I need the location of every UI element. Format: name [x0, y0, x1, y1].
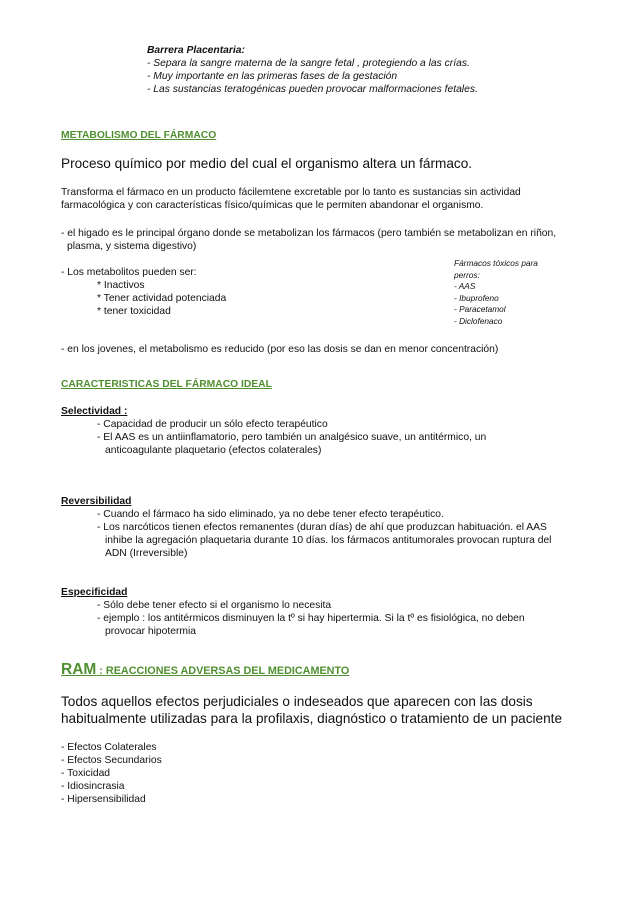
para-line: Transforma el fármaco en un producto fácilemtene excretable por lo tanto es sustancias sin actividad: [61, 187, 521, 198]
list-item: - Hipersensibilidad: [61, 794, 146, 805]
list-item: ADN (Irreversible): [105, 548, 188, 559]
list-item: * tener toxicidad: [97, 306, 171, 317]
list-item: * Inactivos: [97, 280, 145, 291]
note-item: - Paracetamol: [454, 304, 506, 314]
list-item: - Idiosincrasia: [61, 781, 125, 792]
metabolismo-para1: [61, 186, 521, 212]
list-item: - Toxicidad: [61, 768, 111, 779]
barrera-line: - Separa la sangre materna de la sangre fetal , protegiendo a las crías.: [147, 58, 470, 69]
toxic-drugs-note: [454, 258, 538, 327]
metabolismo-para2: [61, 227, 556, 253]
list-item: - Capacidad de producir un sólo efecto terapéutico: [97, 419, 328, 430]
metabolismo-definition: Proceso químico por medio del cual el organismo altera un fármaco.: [61, 156, 473, 171]
selectividad-list: [97, 418, 486, 457]
reversibilidad-list: [97, 508, 551, 560]
metabolitos-intro: - Los metabolitos pueden ser:: [61, 267, 197, 278]
list-item: inhibe la agregación plaquetaria durante 10 días. los fármacos antitumorales provocan ruptura del: [105, 535, 552, 546]
list-item: - Sólo debe tener efecto si el organismo lo necesita: [97, 600, 332, 611]
ram-heading-text: : REACCIONES ADVERSAS DEL MEDICAMENTO: [96, 665, 350, 677]
list-item: provocar hipotermia: [105, 626, 196, 637]
ram-definition-line: Todos aquellos efectos perjudiciales o indeseados que aparecen con las dosis: [61, 694, 533, 709]
barrera-section: [147, 44, 478, 96]
ram-definition-line: habitualmente utilizadas para la profilaxis, diagnóstico o tratamiento de un paciente: [61, 711, 563, 726]
list-item: - Los narcóticos tienen efectos remanentes (duran días) de ahí que produzcan habituación. el AAS: [97, 522, 547, 533]
metabolitos-list: [97, 279, 226, 318]
note-title: perros:: [454, 269, 480, 280]
list-item: - El AAS es un antiinflamatorio, pero también un analgésico suave, un antitérmico, un: [97, 432, 487, 443]
para-line: - el higado es le principal órgano donde se metabolizan los fármacos (pero también se metabolizan en riñon,: [61, 228, 557, 239]
note-item: - Ibuprofeno: [454, 292, 499, 303]
selectividad-title: Selectividad :: [61, 406, 128, 417]
ram-heading: [61, 661, 349, 679]
especificidad-title: Especificidad: [61, 587, 128, 598]
ram-acronym: RAM: [61, 661, 97, 678]
note-title: Fármacos tóxicos para: [454, 258, 538, 268]
para-line: farmacológica y con características físico/químicas que le permiten abandonar el organismo.: [61, 200, 484, 211]
list-item: - ejemplo : los antitérmicos disminuyen la tº si hay hipertermia. Si la tº es fisiológica, no deben: [97, 613, 525, 624]
barrera-line: - Muy importante en las primeras fases de la gestación: [147, 71, 398, 82]
list-item: anticoagulante plaquetario (efectos colaterales): [105, 445, 322, 456]
list-item: * Tener actividad potenciada: [97, 293, 227, 304]
barrera-title: Barrera Placentaria:: [147, 45, 245, 56]
para-line: plasma, y sistema digestivo): [67, 241, 197, 252]
barrera-line: - Las sustancias teratogénicas pueden provocar malformaciones fetales.: [147, 84, 478, 95]
note-item: - AAS: [454, 281, 476, 291]
reversibilidad-title: Reversibilidad: [61, 496, 132, 507]
caracteristicas-heading: CARACTERISTICAS DEL FÁRMACO IDEAL: [61, 379, 272, 390]
especificidad-list: [97, 599, 525, 638]
jovenes-note: - en los jovenes, el metabolismo es reducido (por eso las dosis se dan en menor concentración): [61, 344, 499, 355]
ram-definition: [61, 693, 562, 727]
list-item: - Efectos Secundarios: [61, 755, 162, 766]
list-item: - Efectos Colaterales: [61, 742, 157, 753]
note-item: - Diclofenaco: [454, 315, 503, 326]
metabolismo-heading: METABOLISMO DEL FÁRMACO: [61, 130, 217, 141]
ram-list: [61, 741, 162, 806]
list-item: - Cuando el fármaco ha sido eliminado, ya no debe tener efecto terapéutico.: [97, 509, 444, 520]
